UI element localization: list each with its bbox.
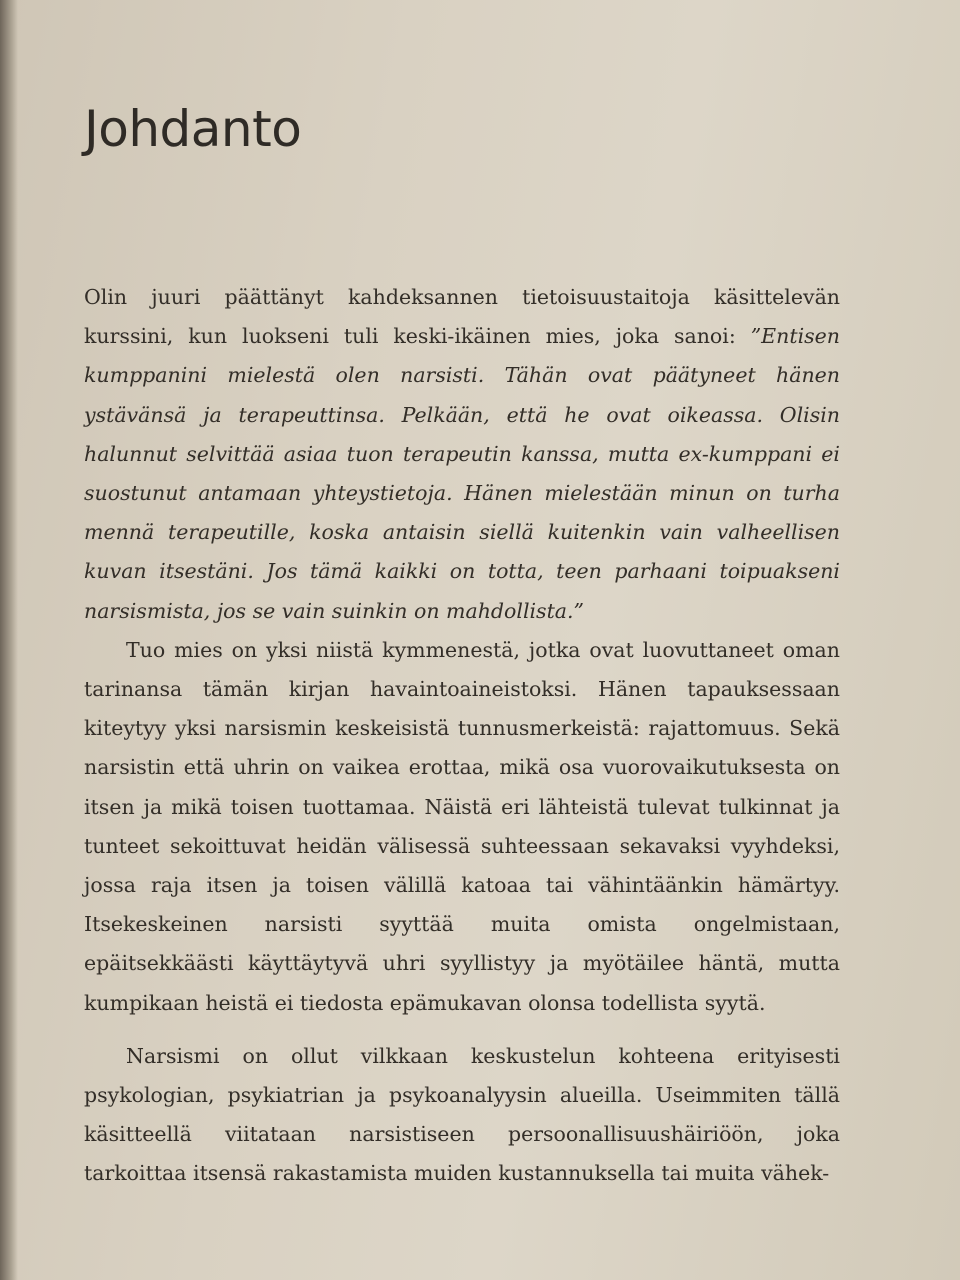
- chapter-body: [84, 278, 840, 1194]
- paragraph-3: Narsismi on ollut vilkkaan keskustelun kohteena erityisesti psykologian, psykiatrian ja psykoanalyysin alueilla. Useimmiten tällä käsitteellä viitataan narsistiseen persoonallisuushäiriöön, joka tarkoittaa itsensä rakastamista muiden kustannuksella tai muita vähek-: [84, 1043, 840, 1186]
- paragraph-1: [84, 278, 840, 631]
- paragraph-1-quote: ”Entisen kumppanini mielestä olen narsisti. Tähän ovat päätyneet hänen ystävänsä ja terapeuttinsa. Pelkään, että he ovat oikeassa. Olisin halunnut selvittää asiaa tuon terapeutin kanssa, mutta ex-kumppani ei suostunut antamaan yhteystietoja. Hänen mielestään minun on turha mennä terapeutille, koska antaisin siellä kuitenkin vain valheellisen kuvan itsestäni. Jos tämä kaikki on totta, teen parhaani toipuakseni narsismista, jos se vain suinkin on mahdollista.”: [84, 324, 840, 623]
- paragraph-2: Tuo mies on yksi niistä kymmenestä, jotka ovat luovuttaneet oman tarinansa tämän kirjan havaintoaineistoksi. Hänen tapauksessaan kiteytyy yksi narsismin keskeisistä tunnusmerkeistä: rajattomuus. Sekä narsistin että uhrin on vaikea erottaa, mikä osa vuorovaikutuksesta on itsen ja mikä toisen tuottamaa. Näistä eri lähteistä tulevat tulkinnat ja tunteet sekoittuvat heidän välisessä suhteessaan sekavaksi vyyhdeksi, jossa raja itsen ja toisen välillä katoaa tai vähintäänkin hämärtyy. Itsekeskeinen narsisti syyttää muita omista ongelmistaan, epäitsekkäästi käyttäytyvä uhri syyllistyy ja myötäilee häntä, mutta kumpikaan heistä ei tiedosta epämukavan olonsa todellista syytä.: [84, 637, 840, 1015]
- paragraph-1-intro: Olin juuri päättänyt kahdeksannen tietoisuustaitoja käsittelevän kurssini, kun luokseni tuli keski-ikäinen mies, joka sanoi:: [84, 285, 840, 349]
- chapter-title: Johdanto: [84, 100, 302, 158]
